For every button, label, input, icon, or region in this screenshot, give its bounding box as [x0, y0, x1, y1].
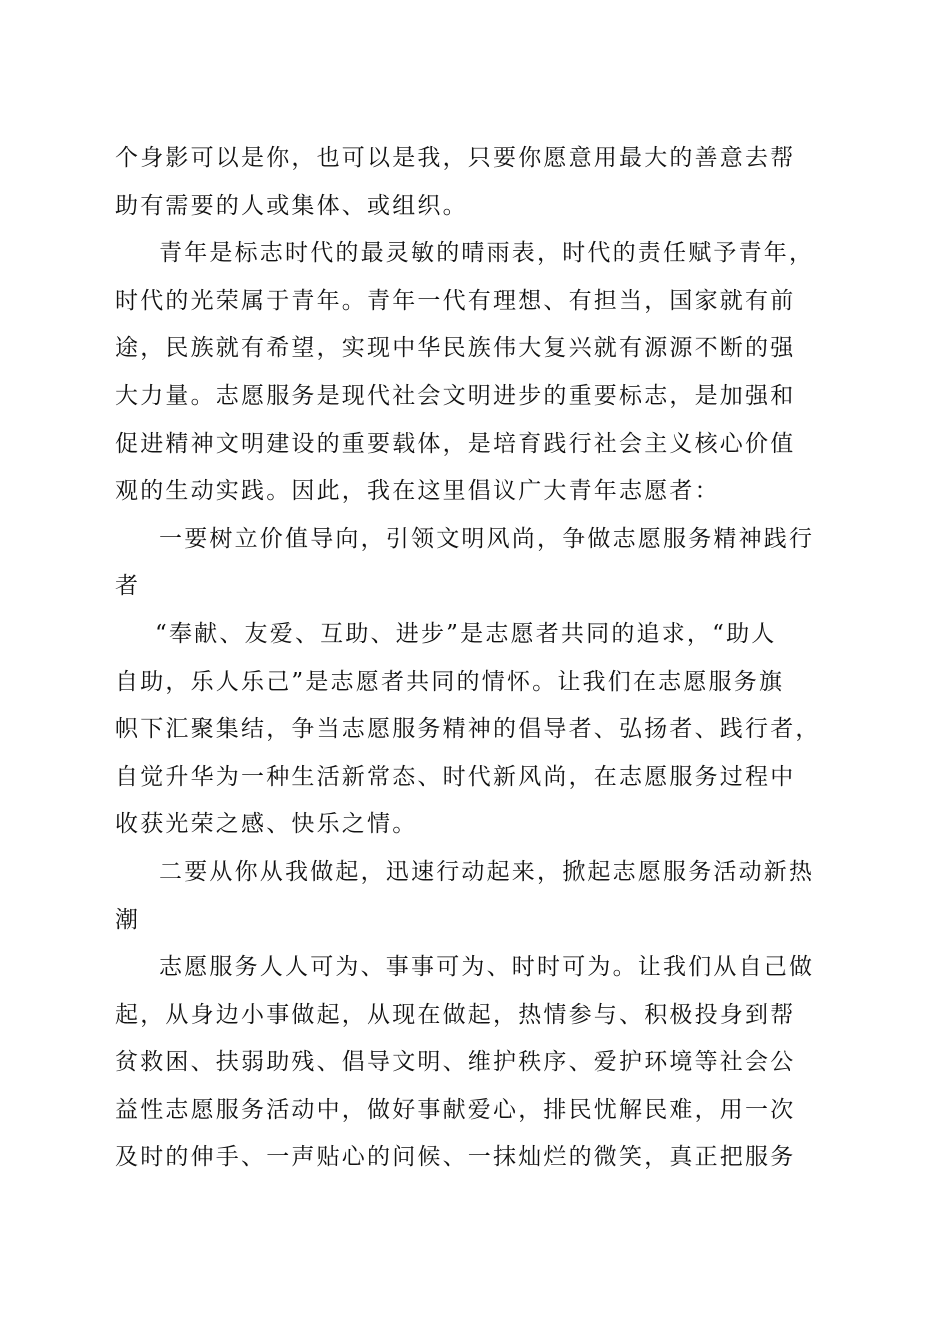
text-line: 促进精神文明建设的重要载体，是培育践行社会主义核心价值 — [115, 430, 796, 457]
text-line: 助有需要的人或集体、或组织。 — [115, 192, 468, 219]
section-heading-line: 者 — [115, 573, 141, 600]
text-line: 观的生动实践。因此，我在这里倡议广大青年志愿者： — [115, 478, 720, 505]
text-line: 帜下汇聚集结，争当志愿服务精神的倡导者、弘扬者、践行者， — [115, 716, 821, 743]
paragraph-start-line: 青年是标志时代的最灵敏的晴雨表，时代的责任赋予青年， — [159, 240, 815, 267]
text-line: 途，民族就有希望，实现中华民族伟大复兴就有源源不断的强 — [115, 335, 796, 362]
text-line: 及时的伸手、一声贴心的问候、一抹灿烂的微笑，真正把服务 — [115, 1144, 796, 1171]
text-line: 自觉升华为一种生活新常态、时代新风尚，在志愿服务过程中 — [115, 763, 796, 790]
text-line: 自助，乐人乐己”是志愿者共同的情怀。让我们在志愿服务旗 — [115, 668, 785, 695]
text-line: 起，从身边小事做起，从现在做起，热情参与、积极投身到帮 — [115, 1001, 796, 1028]
paragraph-start-line: “奉献、友爱、互助、进步”是志愿者共同的追求，“助人 — [155, 620, 777, 647]
section-heading-line: 二要从你从我做起，迅速行动起来，掀起志愿服务活动新热 — [159, 858, 815, 885]
text-line: 大力量。志愿服务是现代社会文明进步的重要标志，是加强和 — [115, 382, 796, 409]
text-line: 贫救困、扶弱助残、倡导文明、维护秩序、爱护环境等社会公 — [115, 1049, 796, 1076]
document-body — [115, 135, 830, 1182]
paragraph-start-line: 志愿服务人人可为、事事可为、时时可为。让我们从自己做 — [159, 954, 815, 981]
section-heading-line: 一要树立价值导向，引领文明风尚，争做志愿服务精神践行 — [159, 525, 815, 552]
text-line: 时代的光荣属于青年。青年一代有理想、有担当，国家就有前 — [115, 287, 796, 314]
text-line: 收获光荣之感、快乐之情。 — [115, 811, 418, 838]
section-heading-line: 潮 — [115, 906, 141, 933]
text-line: 个身影可以是你，也可以是我，只要你愿意用最大的善意去帮 — [115, 145, 796, 171]
text-line: 益性志愿服务活动中，做好事献爱心，排民忧解民难，用一次 — [115, 1096, 796, 1123]
